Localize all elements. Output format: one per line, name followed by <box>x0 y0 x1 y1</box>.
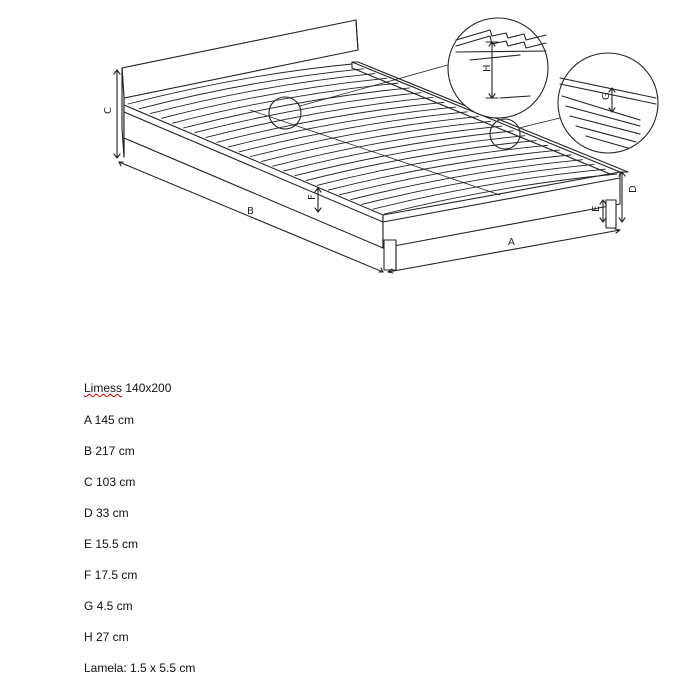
slat <box>273 126 502 166</box>
dimension-label-f: F <box>307 194 318 200</box>
slat <box>317 145 548 185</box>
spec-line-c: C 103 cm <box>84 475 136 489</box>
slat <box>306 141 536 181</box>
detail-inset-g <box>558 53 658 153</box>
product-name: Limess <box>84 381 123 395</box>
slat <box>262 121 491 161</box>
slat <box>161 78 386 118</box>
bed-technical-drawing <box>0 0 700 290</box>
product-title <box>84 381 171 396</box>
dimension-c <box>103 70 120 158</box>
spec-line-h: H 27 cm <box>84 630 129 644</box>
dimension-label-d: D <box>628 185 639 193</box>
detail-circle-h <box>269 97 301 129</box>
slat <box>195 93 421 133</box>
dimension-d <box>619 172 639 222</box>
slat <box>295 136 525 176</box>
spec-line-g: G 4.5 cm <box>84 599 133 613</box>
slat <box>250 117 478 157</box>
spec-line-d: D 33 cm <box>84 506 129 520</box>
dimension-label-a: A <box>508 237 515 248</box>
dimension-label-b: B <box>247 206 254 217</box>
spec-line-a: A 145 cm <box>84 413 135 427</box>
detail-inset-h <box>448 18 548 118</box>
spec-line-lamela: Lamela: 1.5 x 5.5 cm <box>84 661 196 675</box>
slat <box>284 131 513 171</box>
slat <box>173 83 399 123</box>
dimension-label-e: E <box>591 205 602 212</box>
slat <box>217 102 444 142</box>
detail-label-g: G <box>601 92 612 100</box>
slat <box>184 88 410 128</box>
spec-line-f: F 17.5 cm <box>84 568 138 582</box>
detail-label-h: H <box>482 64 493 72</box>
spec-line-b: B 217 cm <box>84 444 135 458</box>
product-size: 140x200 <box>125 381 172 395</box>
slat <box>206 97 433 137</box>
dimension-label-c: C <box>103 107 114 114</box>
slat <box>328 150 559 190</box>
spec-line-e: E 15.5 cm <box>84 537 139 551</box>
